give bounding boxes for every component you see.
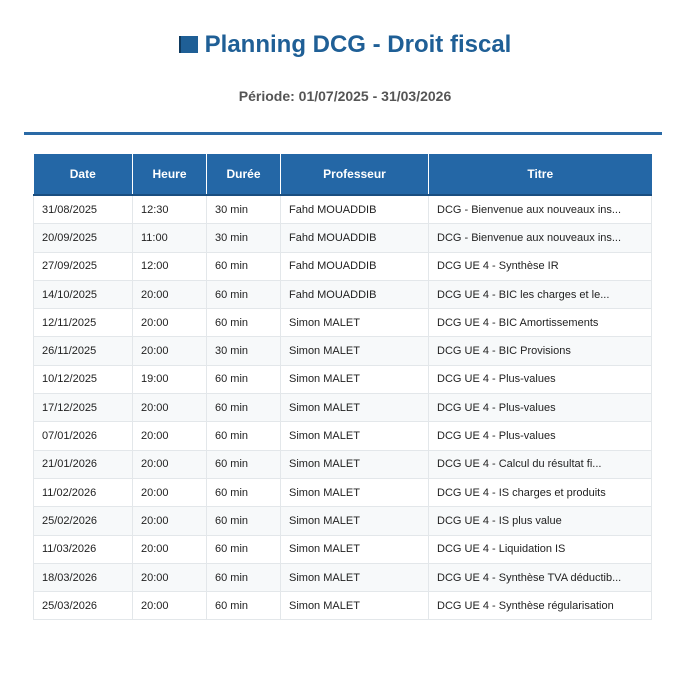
duree-cell: 60 min xyxy=(207,478,281,506)
table-row xyxy=(34,535,652,563)
professeur-cell: Simon MALET xyxy=(281,450,429,478)
divider xyxy=(24,132,662,135)
date-cell: 20/09/2025 xyxy=(34,224,133,252)
table-header xyxy=(34,154,652,195)
square-icon xyxy=(179,36,198,53)
heure-cell: 20:00 xyxy=(133,478,207,506)
duree-cell: 60 min xyxy=(207,592,281,620)
titre-cell: DCG UE 4 - IS plus value xyxy=(429,507,652,535)
heure-cell: 20:00 xyxy=(133,563,207,591)
titre-cell: DCG UE 4 - Synthèse IR xyxy=(429,252,652,280)
page-title-row xyxy=(0,29,690,61)
duree-cell: 60 min xyxy=(207,280,281,308)
table-row xyxy=(34,365,652,393)
professeur-cell: Simon MALET xyxy=(281,337,429,365)
date-cell: 11/02/2026 xyxy=(34,478,133,506)
date-cell: 31/08/2025 xyxy=(34,195,133,224)
heure-cell: 20:00 xyxy=(133,507,207,535)
period-label: Période: 01/07/2025 - 31/03/2026 xyxy=(238,88,452,104)
schedule-table xyxy=(33,154,652,620)
professeur-cell: Simon MALET xyxy=(281,563,429,591)
date-cell: 25/02/2026 xyxy=(34,507,133,535)
column-header-heure: Heure xyxy=(133,154,207,195)
table-row xyxy=(34,224,652,252)
date-cell: 21/01/2026 xyxy=(34,450,133,478)
date-cell: 18/03/2026 xyxy=(34,563,133,591)
titre-cell: DCG UE 4 - BIC les charges et le... xyxy=(429,280,652,308)
professeur-cell: Simon MALET xyxy=(281,507,429,535)
duree-cell: 60 min xyxy=(207,394,281,422)
titre-cell: DCG - Bienvenue aux nouveaux ins... xyxy=(429,224,652,252)
titre-cell: DCG UE 4 - Calcul du résultat fi... xyxy=(429,450,652,478)
professeur-cell: Simon MALET xyxy=(281,365,429,393)
heure-cell: 20:00 xyxy=(133,450,207,478)
date-cell: 12/11/2025 xyxy=(34,309,133,337)
date-cell: 07/01/2026 xyxy=(34,422,133,450)
titre-cell: DCG UE 4 - IS charges et produits xyxy=(429,478,652,506)
duree-cell: 60 min xyxy=(207,535,281,563)
table-row xyxy=(34,563,652,591)
titre-cell: DCG - Bienvenue aux nouveaux ins... xyxy=(429,195,652,224)
duree-cell: 60 min xyxy=(207,309,281,337)
date-cell: 25/03/2026 xyxy=(34,592,133,620)
duree-cell: 30 min xyxy=(207,337,281,365)
professeur-cell: Fahd MOUADDIB xyxy=(281,224,429,252)
duree-cell: 60 min xyxy=(207,563,281,591)
titre-cell: DCG UE 4 - Plus-values xyxy=(429,422,652,450)
table-row xyxy=(34,507,652,535)
table-row xyxy=(34,478,652,506)
professeur-cell: Simon MALET xyxy=(281,309,429,337)
professeur-cell: Fahd MOUADDIB xyxy=(281,280,429,308)
heure-cell: 12:30 xyxy=(133,195,207,224)
duree-cell: 30 min xyxy=(207,195,281,224)
heure-cell: 20:00 xyxy=(133,280,207,308)
date-cell: 10/12/2025 xyxy=(34,365,133,393)
heure-cell: 19:00 xyxy=(133,365,207,393)
date-cell: 11/03/2026 xyxy=(34,535,133,563)
table-row xyxy=(34,309,652,337)
page-title: Planning DCG - Droit fiscal xyxy=(204,31,512,58)
table-row xyxy=(34,422,652,450)
heure-cell: 20:00 xyxy=(133,535,207,563)
table-body xyxy=(34,195,652,620)
titre-cell: DCG UE 4 - Plus-values xyxy=(429,365,652,393)
table-row xyxy=(34,450,652,478)
professeur-cell: Simon MALET xyxy=(281,394,429,422)
column-header-date: Date xyxy=(34,154,133,195)
date-cell: 14/10/2025 xyxy=(34,280,133,308)
column-header-titre: Titre xyxy=(429,154,652,195)
column-header-professeur: Professeur xyxy=(281,154,429,195)
duree-cell: 60 min xyxy=(207,422,281,450)
table-row xyxy=(34,195,652,224)
date-cell: 27/09/2025 xyxy=(34,252,133,280)
duree-cell: 60 min xyxy=(207,365,281,393)
heure-cell: 20:00 xyxy=(133,592,207,620)
professeur-cell: Simon MALET xyxy=(281,422,429,450)
duree-cell: 30 min xyxy=(207,224,281,252)
professeur-cell: Simon MALET xyxy=(281,592,429,620)
table-row xyxy=(34,252,652,280)
heure-cell: 20:00 xyxy=(133,309,207,337)
heure-cell: 12:00 xyxy=(133,252,207,280)
duree-cell: 60 min xyxy=(207,450,281,478)
duree-cell: 60 min xyxy=(207,507,281,535)
table-header-row xyxy=(34,154,652,195)
date-cell: 26/11/2025 xyxy=(34,337,133,365)
table-row xyxy=(34,337,652,365)
titre-cell: DCG UE 4 - BIC Provisions xyxy=(429,337,652,365)
duree-cell: 60 min xyxy=(207,252,281,280)
heure-cell: 20:00 xyxy=(133,422,207,450)
titre-cell: DCG UE 4 - BIC Amortissements xyxy=(429,309,652,337)
heure-cell: 20:00 xyxy=(133,394,207,422)
table-row xyxy=(34,592,652,620)
schedule-table-container xyxy=(33,154,651,620)
professeur-cell: Simon MALET xyxy=(281,535,429,563)
date-cell: 17/12/2025 xyxy=(34,394,133,422)
titre-cell: DCG UE 4 - Synthèse régularisation xyxy=(429,592,652,620)
heure-cell: 20:00 xyxy=(133,337,207,365)
titre-cell: DCG UE 4 - Plus-values xyxy=(429,394,652,422)
table-row xyxy=(34,280,652,308)
professeur-cell: Fahd MOUADDIB xyxy=(281,252,429,280)
titre-cell: DCG UE 4 - Liquidation IS xyxy=(429,535,652,563)
heure-cell: 11:00 xyxy=(133,224,207,252)
column-header-duree: Durée xyxy=(207,154,281,195)
professeur-cell: Simon MALET xyxy=(281,478,429,506)
professeur-cell: Fahd MOUADDIB xyxy=(281,195,429,224)
table-row xyxy=(34,394,652,422)
titre-cell: DCG UE 4 - Synthèse TVA déductib... xyxy=(429,563,652,591)
